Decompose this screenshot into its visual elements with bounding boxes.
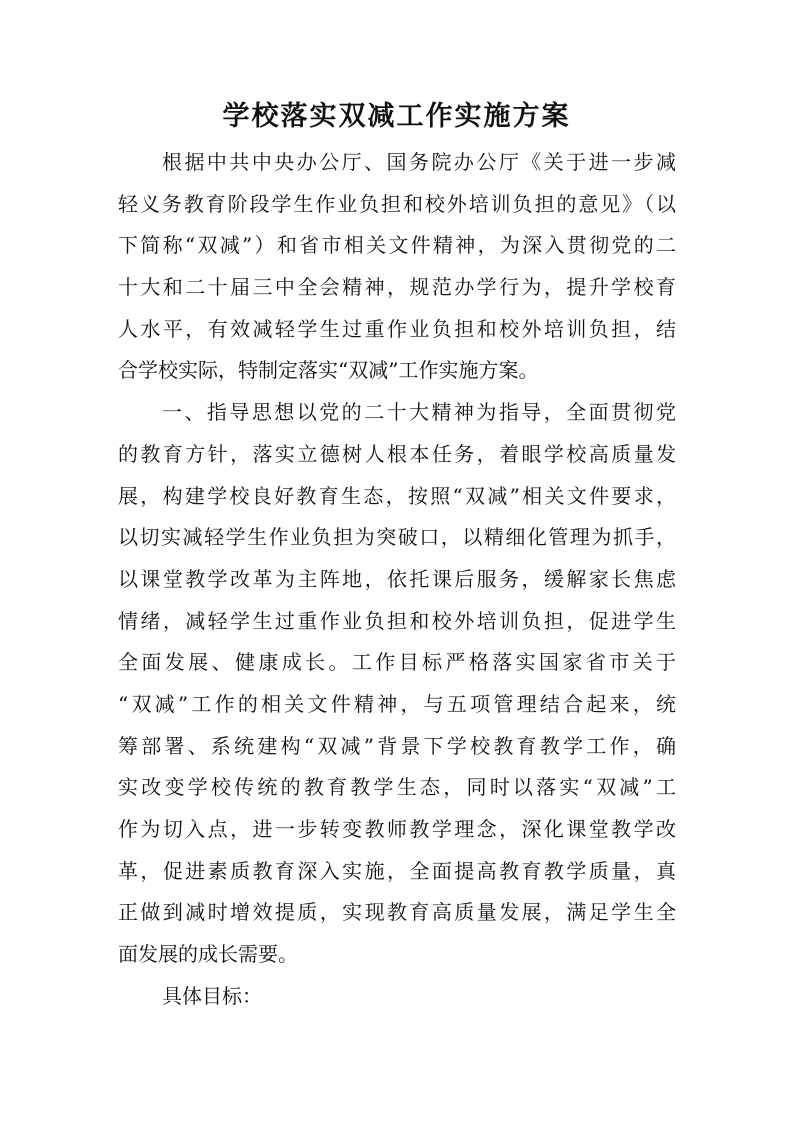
paragraph-line: “双减”工作的相关文件精神，与五项管理结合起来，统 [118, 691, 676, 716]
paragraph [118, 142, 676, 392]
paragraph-line: 筹部署、系统建构“双减”背景下学校教育教学工作，确 [118, 733, 676, 758]
paragraph-line: 具体目标： [162, 983, 262, 1008]
paragraph-line: 作为切入点，进一步转变教师教学理念，深化课堂教学改 [118, 817, 676, 841]
paragraph-line: 正做到减时增效提质，实现教育高质量发展，满足学生全 [118, 900, 676, 925]
paragraph-line: 展，构建学校良好教育生态，按照“双减”相关文件要求， [118, 483, 676, 508]
paragraph-line: 十大和二十届三中全会精神，规范办学行为，提升学校育 [118, 275, 676, 300]
paragraph [118, 976, 676, 1018]
paragraph-line: 革，促进素质教育深入实施，全面提高教育教学质量，真 [118, 858, 676, 883]
document-title: 学校落实双减工作实施方案 [222, 101, 571, 132]
paragraph-line: 合学校实际，特制定落实“双减”工作实施方案。 [118, 358, 539, 383]
paragraph-line: 情绪，减轻学生过重作业负担和校外培训负担，促进学生 [118, 608, 676, 633]
paragraph-line: 下简称“双减”）和省市相关文件精神，为深入贯彻党的二 [118, 233, 676, 258]
paragraph-line: 以切实减轻学生作业负担为突破口，以精细化管理为抓手， [118, 525, 676, 550]
paragraph-line: 根据中共中央办公厅、国务院办公厅《关于进一步减 [162, 150, 676, 174]
paragraph-line: 轻义务教育阶段学生作业负担和校外培训负担的意见》（以 [118, 191, 676, 216]
paragraph-line: 以课堂教学改革为主阵地，依托课后服务，缓解家长焦虑 [118, 566, 676, 591]
paragraph [118, 392, 676, 976]
paragraph-line: 的教育方针，落实立德树人根本任务，着眼学校高质量发 [118, 441, 676, 466]
paragraph-line: 全面发展、健康成长。工作目标严格落实国家省市关于 [118, 650, 676, 675]
paragraph-line: 面发展的成长需要。 [118, 942, 298, 967]
paragraph-line: 一、指导思想以党的二十大精神为指导，全面贯彻党 [162, 400, 676, 425]
paragraph-line: 人水平，有效减轻学生过重作业负担和校外培训负担，结 [118, 316, 676, 341]
paragraph-line: 实改变学校传统的教育教学生态，同时以落实“双减”工 [118, 775, 676, 800]
document-body [118, 142, 676, 1017]
